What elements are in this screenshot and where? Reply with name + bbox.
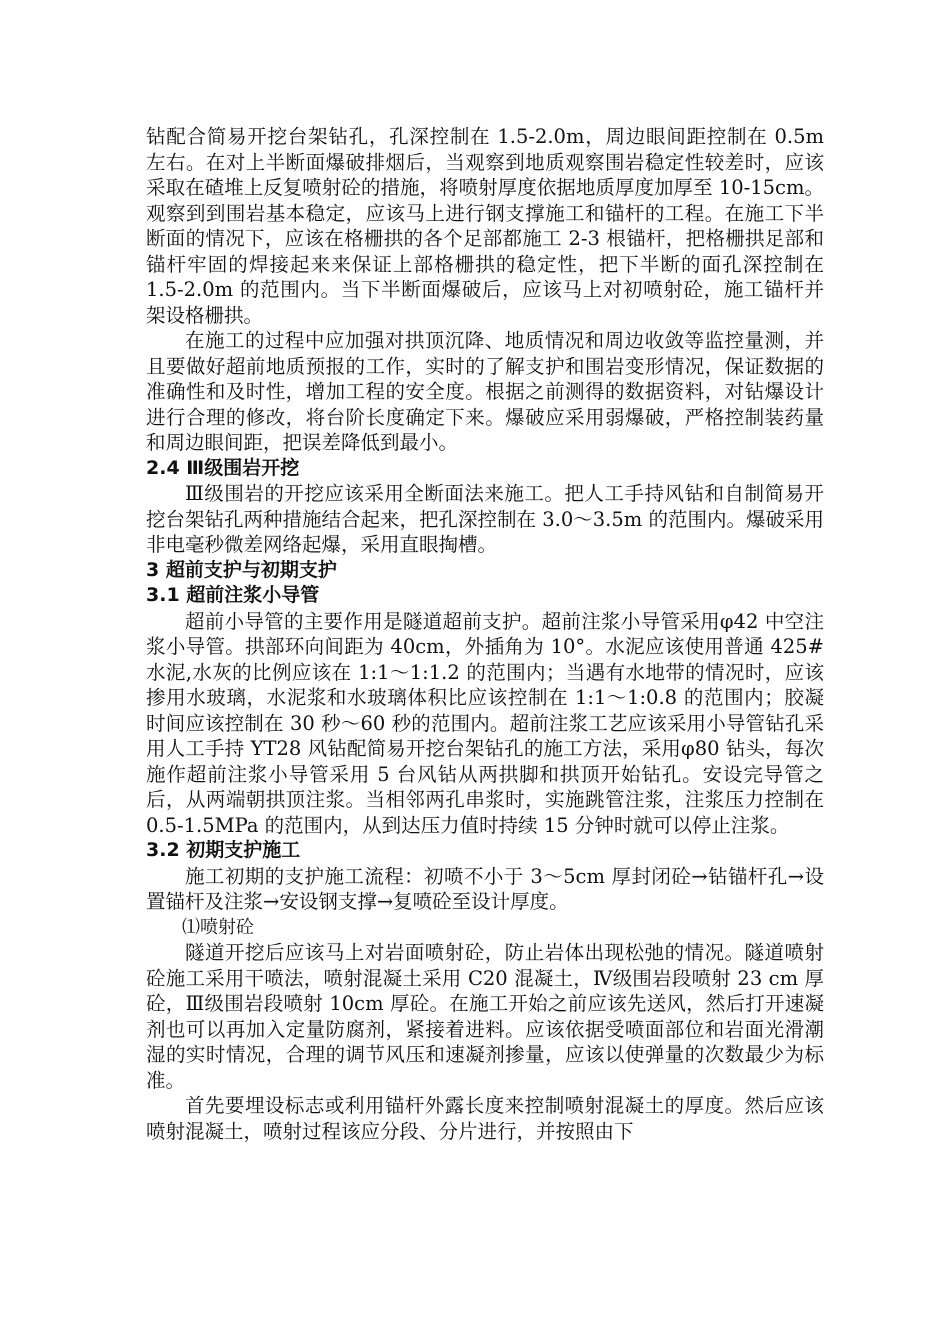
paragraph-grade-3-excavation: Ⅲ级围岩的开挖应该采用全断面法来施工。把人工手持风钻和自制简易开挖台架钻孔两种措施结合起来，把孔深控制在 3.0～3.5m 的范围内。爆破采用非电毫秒微差网络起爆，采用直眼掏槽。: [146, 482, 824, 556]
heading-3: 3 超前支护与初期支护: [146, 558, 337, 581]
paragraph-thickness-control: 首先要埋设标志或利用锚杆外露长度来控制喷射混凝土的厚度。然后应该喷射混凝土，喷射过程该应分段、分片进行，并按照由下: [146, 1094, 824, 1143]
paragraph-blasting-lower-section: 钻配合简易开挖台架钻孔，孔深控制在 1.5-2.0m，周边眼间距控制在 0.5m 左右。在对上半断面爆破排烟后，当观察到地质观察围岩稳定性较差时，应该采取在碴堆上反复喷射砼的措施，将喷射厚度依据地质厚度加厚至 10-15cm。观察到到围岩基本稳定，应该马上进行钢支撑施工和锚杆的工程。在施工下半断面的情况下，应该在格栅拱的各个足部都施工 2-3 根锚杆，把格栅拱足部和锚杆牢固的焊接起来来保证上部格栅拱的稳定性，把下半断的面孔深控制在 1.5-2.0m 的范围内。当下半断面爆破后，应该马上对初喷射砼，施工锚杆并架设格栅拱。: [146, 125, 824, 327]
paragraph-shotcrete: 隧道开挖后应该马上对岩面喷射砼，防止岩体出现松弛的情况。隧道喷射砼施工采用干喷法，喷射混凝土采用 C20 混凝土，Ⅳ级围岩段喷射 23 cm 厚砼，Ⅲ级围岩段喷射 10cm 厚砼。在施工开始之前应该先送风，然后打开速凝剂也可以再加入定量防腐剂，紧接着进料。应该依据受喷面部位和岩面光滑潮湿的实时情况，合理的调节风压和速凝剂掺量，应该以使弹量的次数最少为标准。: [146, 941, 824, 1092]
document-page: [146, 124, 824, 1144]
subheading-shotcrete: ⑴喷射砼: [182, 916, 254, 938]
paragraph-support-process: 施工初期的支护施工流程：初喷不小于 3～5cm 厚封闭砼→钻锚杆孔→设置锚杆及注浆→安设钢支撑→复喷砼至设计厚度。: [146, 864, 824, 913]
heading-3-2: 3.2 初期支护施工: [146, 839, 301, 861]
heading-2-4: 2.4 Ⅲ级围岩开挖: [146, 456, 300, 479]
paragraph-monitoring: 在施工的过程中应加强对拱顶沉降、地质情况和周边收敛等监控量测，并且要做好超前地质预报的工作，实时的了解支护和围岩变形情况，保证数据的准确性和及时性，增加工程的安全度。根据之前测得的数据资料，对钻爆设计进行合理的修改，将台阶长度确定下来。爆破应采用弱爆破，严格控制装药量和周边眼间距，把误差降低到最小。: [146, 329, 824, 454]
heading-3-1: 3.1 超前注浆小导管: [146, 584, 320, 606]
paragraph-grouting-pipes: 超前小导管的主要作用是隧道超前支护。超前注浆小导管采用φ42 中空注浆小导管。拱部环向间距为 40cm，外插角为 10°。水泥应该使用普通 425#水泥,水灰的比例应该在 1:1～1:1.2 的范围内；当遇有水地带的情况时，应该掺用水玻璃，水泥浆和水玻璃体积比应该控制在 1:1～1:0.8 的范围内；胶凝时间应该控制在 30 秒～60 秒的范围内。超前注浆工艺应该采用小导管钻孔采用人工手持 YT28 风钻配简易开挖台架钻孔的施工方法，采用φ80 钻头，每次施作超前注浆小导管采用 5 台风钻从两拱脚和拱顶开始钻孔。安设完导管之后，从两端朝拱顶注浆。当相邻两孔串浆时，实施跳管注浆，注浆压力控制在 0.5-1.5MPa 的范围内，从到达压力值时持续 15 分钟时就可以停止注浆。: [146, 609, 824, 837]
